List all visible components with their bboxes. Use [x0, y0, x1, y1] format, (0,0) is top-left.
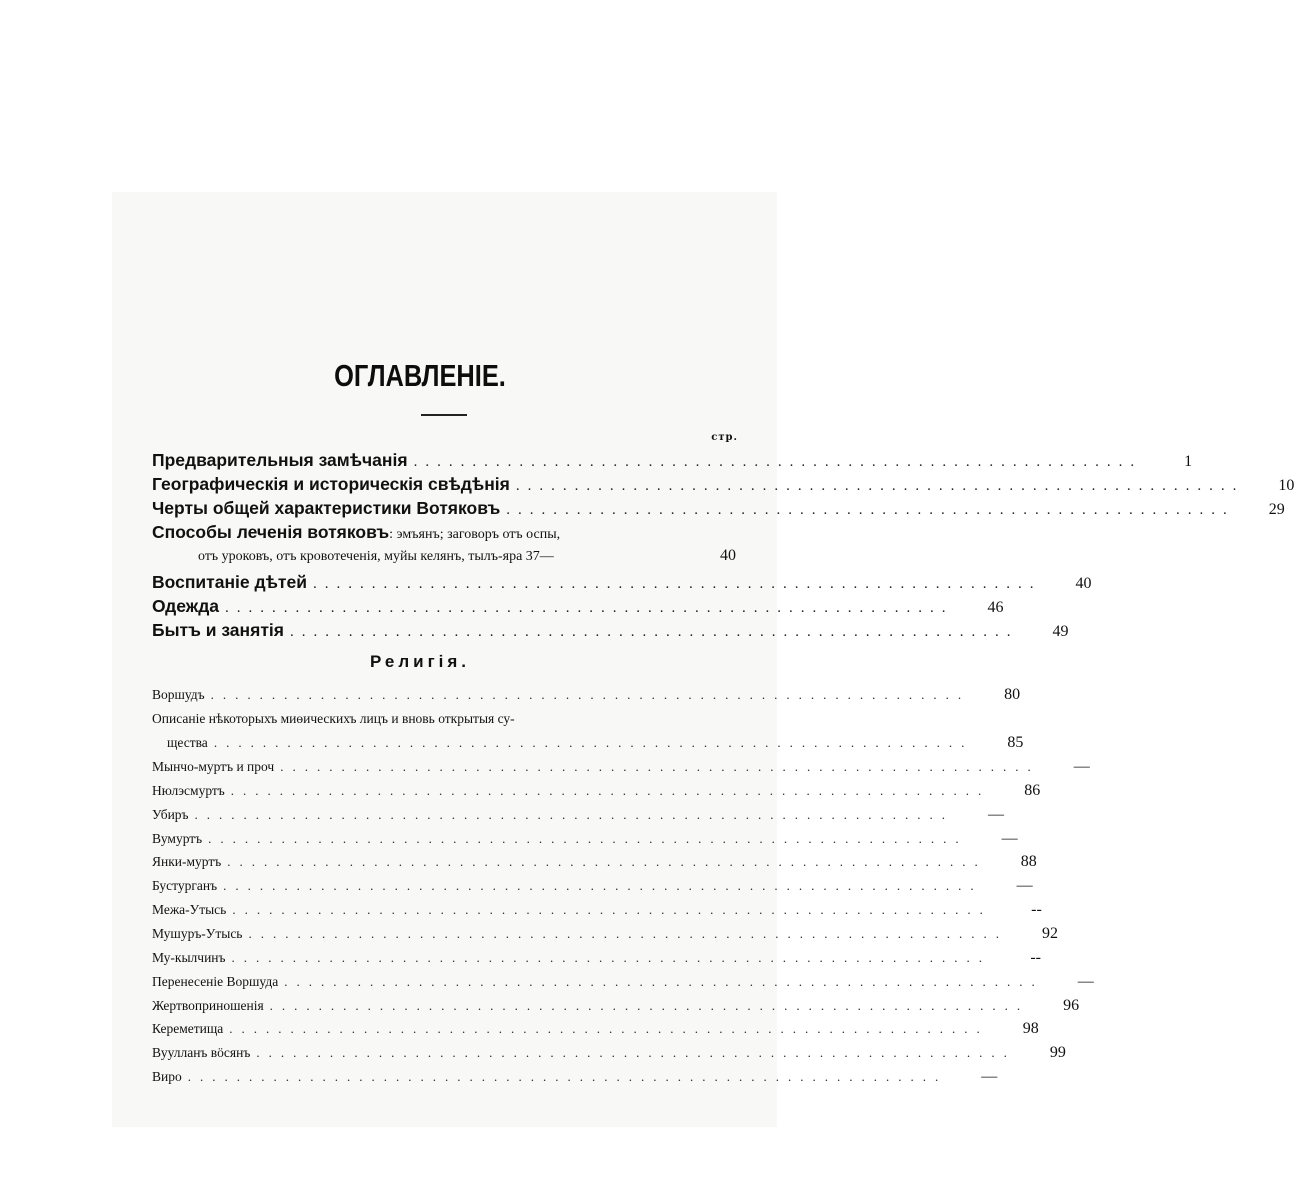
dot-leader: ..............................................................	[229, 1021, 989, 1036]
dot-leader: ..............................................................	[280, 759, 1040, 774]
toc-entry-page: —	[1073, 758, 1090, 775]
dot-leader: ..............................................................	[506, 502, 1235, 518]
toc-entry-title: Вуулланъ вӧсянъ	[152, 1045, 251, 1060]
toc-entry[interactable]	[0, 1068, 998, 1086]
toc-entry[interactable]	[0, 474, 1294, 495]
dot-leader: ..............................................................	[256, 1045, 1016, 1060]
dot-leader: ..............................................................	[413, 454, 1143, 470]
toc-entry-page: 49	[1052, 623, 1069, 640]
toc-entry-title: Географическія и историческія свѣдѣнія	[152, 474, 510, 494]
toc-entry-page: —	[1077, 973, 1094, 990]
title-divider	[421, 414, 467, 416]
dot-leader: ..............................................................	[187, 1069, 948, 1084]
toc-entry[interactable]	[0, 853, 1037, 871]
dot-leader: ..............................................................	[231, 950, 991, 965]
toc-entry-continuation-text: отъ уроковъ, отъ кровотеченія, муйы келянъ, тылъ-яра 37—	[198, 549, 554, 564]
dot-leader: ..............................................................	[223, 878, 983, 893]
page-column-label: стр.	[711, 432, 738, 443]
toc-entry-title: Черты общей характеристики Вотяковъ	[152, 498, 501, 518]
toc-entry[interactable]	[0, 572, 1092, 593]
toc-entry-page: 1	[1184, 453, 1193, 470]
toc-entry[interactable]	[0, 782, 1041, 800]
toc-entry-title: Перенесеніе Воршуда	[152, 974, 279, 989]
dot-leader: ..............................................................	[515, 478, 1245, 494]
toc-entry-title: Воспитаніе дѣтей	[152, 572, 307, 592]
toc-entry-title: Кереметища	[152, 1021, 224, 1036]
dot-leader: ..............................................................	[248, 926, 1008, 941]
dot-leader: ..............................................................	[208, 831, 968, 846]
toc-entry-title: Мушуръ-Утысь	[152, 926, 243, 941]
toc-entry[interactable]	[0, 830, 1018, 848]
toc-entry-title: Му-кылчинъ	[152, 950, 226, 965]
toc-entry[interactable]	[0, 806, 1005, 824]
toc-entry-page: —	[981, 1068, 998, 1085]
toc-entry-title: Бустурганъ	[152, 878, 218, 893]
toc-entry-page: 92	[1041, 925, 1058, 942]
dot-leader: ..............................................................	[284, 974, 1044, 989]
toc-entry-title: Предварительныя замѣчанія	[152, 450, 408, 470]
toc-entry-continuation-text: щества	[167, 735, 208, 750]
toc-entry-page: 99	[1049, 1044, 1066, 1061]
dot-leader: ..............................................................	[269, 998, 1030, 1013]
toc-entry[interactable]	[0, 758, 1090, 776]
toc-entry-title: Убиръ	[152, 807, 189, 822]
toc-entry-page: 40	[720, 547, 736, 564]
dot-leader: ..............................................................	[230, 783, 991, 798]
toc-entry[interactable]	[0, 596, 1004, 617]
toc-entry-continuation[interactable]	[0, 547, 840, 565]
toc-entry[interactable]	[0, 901, 1042, 919]
section-heading: Религія.	[369, 652, 471, 671]
toc-entry-title: Жертвоприношенія	[152, 998, 264, 1013]
toc-entry-page: --	[1030, 949, 1041, 966]
toc-entry-title: Виро	[152, 1069, 182, 1084]
dot-leader: ..............................................................	[289, 624, 1019, 640]
toc-entry[interactable]	[0, 1020, 1039, 1038]
toc-entry-page: 46	[987, 599, 1004, 616]
toc-entry-title: Мынчо-муртъ и проч	[152, 759, 275, 774]
toc-entry-continuation[interactable]	[0, 734, 1024, 752]
toc-entry-page: 29	[1268, 501, 1285, 518]
toc-entry[interactable]	[0, 925, 1058, 943]
toc-entry-page: —	[1016, 877, 1033, 894]
toc-entry-title: Воршудъ	[152, 687, 205, 702]
toc-entry-title: Нюлэсмуртъ	[152, 783, 225, 798]
toc-entry[interactable]	[0, 522, 840, 543]
toc-entry-title: Межа-Утысь	[152, 902, 227, 917]
dot-leader: ..............................................................	[194, 807, 955, 822]
dot-leader: ..............................................................	[225, 600, 954, 616]
toc-entry-title: Вумуртъ	[152, 831, 203, 846]
toc-entry[interactable]	[0, 877, 1033, 895]
toc-entry-page: 85	[1007, 734, 1024, 751]
toc-entry-title: Бытъ и занятія	[152, 620, 284, 640]
toc-entry-page: 98	[1022, 1020, 1039, 1037]
toc-entry[interactable]	[0, 450, 1193, 471]
toc-entry-page: 86	[1024, 782, 1041, 799]
dot-leader: ..............................................................	[312, 576, 1042, 592]
toc-entry-page: 96	[1063, 997, 1080, 1014]
toc-entry[interactable]	[0, 997, 1080, 1015]
toc-entry-page: 40	[1075, 575, 1092, 592]
toc-entry-page: 80	[1004, 686, 1021, 703]
page-title: ОГЛАВЛЕНІЕ.	[334, 358, 506, 393]
toc-entry[interactable]	[0, 620, 1069, 641]
toc-entry-title: Способы леченія вотяковъ	[152, 522, 390, 542]
toc-entry-title: Описаніе нѣкоторыхъ миѳическихъ лицъ и вновь открытыя су-	[152, 711, 515, 726]
toc-entry[interactable]	[0, 686, 1021, 704]
toc-entry-page: 88	[1020, 853, 1037, 870]
toc-entry-page: —	[988, 806, 1005, 823]
toc-entry-page: --	[1031, 901, 1042, 918]
toc-entry[interactable]	[0, 498, 1285, 519]
dot-leader: ..............................................................	[232, 902, 992, 917]
dot-leader: ..............................................................	[213, 735, 974, 750]
dot-leader: ..............................................................	[227, 854, 987, 869]
toc-entry[interactable]	[0, 973, 1094, 991]
toc-entry[interactable]	[0, 711, 840, 727]
toc-entry[interactable]	[0, 949, 1041, 967]
toc-entry-page: 10	[1278, 477, 1294, 494]
toc-entry[interactable]	[0, 1044, 1066, 1062]
toc-entry-title: Янки-муртъ	[152, 854, 222, 869]
toc-entry-title: Одежда	[152, 596, 220, 616]
toc-entry-page: —	[1001, 830, 1018, 847]
toc-entry-subtitle: : эмъянъ; заговоръ отъ оспы,	[389, 527, 561, 542]
dot-leader: ..............................................................	[210, 687, 971, 702]
